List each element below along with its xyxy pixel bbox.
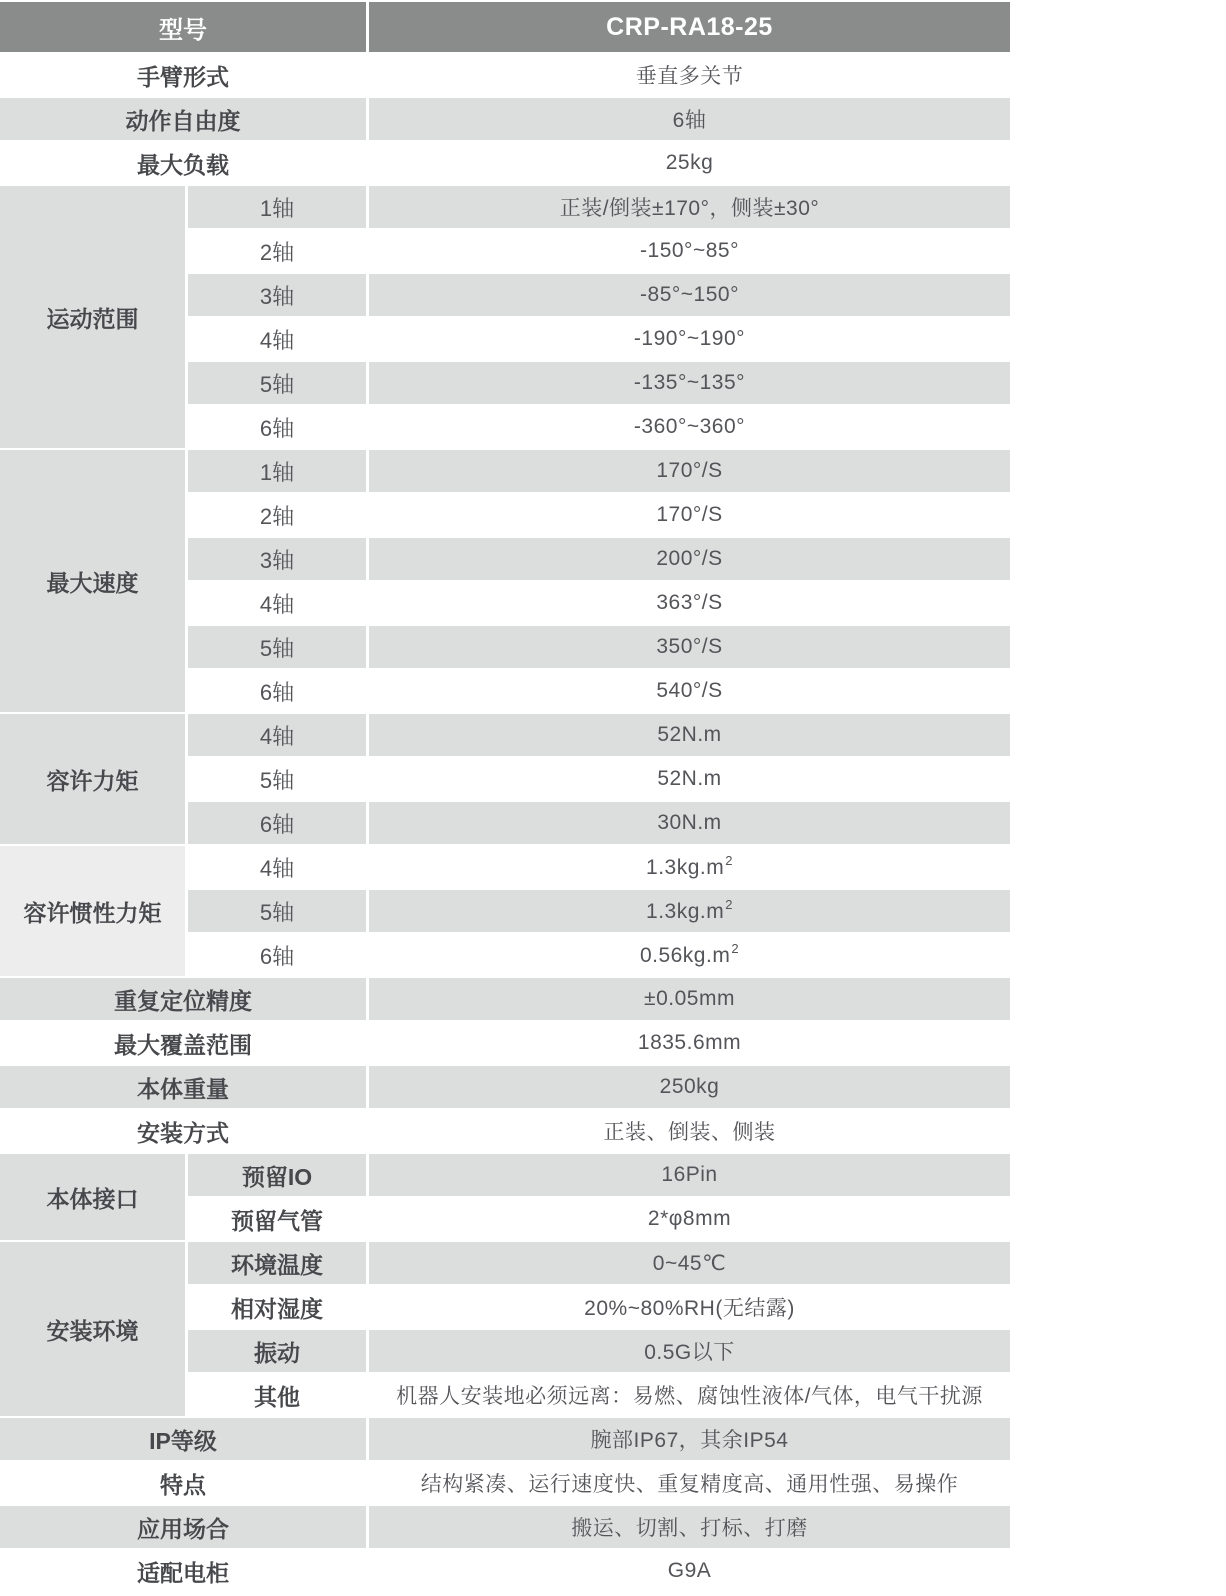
- row-features: [0, 1462, 1013, 1506]
- sub-label: 预留IO: [188, 1154, 369, 1198]
- row-value: -85°~150°: [369, 274, 1013, 318]
- sub-label: 预留气管: [188, 1198, 369, 1242]
- axis-label: 3轴: [188, 274, 369, 318]
- row-value: 350°/S: [369, 626, 1013, 670]
- row-applications: [0, 1506, 1013, 1550]
- row-value: 540°/S: [369, 670, 1013, 714]
- row-value: ±0.05mm: [369, 978, 1013, 1022]
- axis-label: 6轴: [188, 670, 369, 714]
- row-speed-axis-1: [0, 450, 1013, 494]
- row-dof: [0, 98, 1013, 142]
- axis-label: 4轴: [188, 846, 369, 890]
- row-label: 最大覆盖范围: [0, 1022, 369, 1066]
- sub-label: 振动: [188, 1330, 369, 1374]
- axis-label: 1轴: [188, 186, 369, 230]
- row-repeatability: [0, 978, 1013, 1022]
- row-value: -360°~360°: [369, 406, 1013, 450]
- axis-label: 4轴: [188, 582, 369, 626]
- section-label-allowable-torque: 容许力矩: [0, 714, 188, 846]
- row-reserved-io: [0, 1154, 1013, 1198]
- row-ambient-temperature: [0, 1242, 1013, 1286]
- axis-label: 4轴: [188, 318, 369, 362]
- row-label: 特点: [0, 1462, 369, 1506]
- axis-label: 6轴: [188, 406, 369, 450]
- axis-label: 4轴: [188, 714, 369, 758]
- row-max-load: [0, 142, 1013, 186]
- axis-label: 6轴: [188, 802, 369, 846]
- axis-label: 5轴: [188, 362, 369, 406]
- sub-label: 环境温度: [188, 1242, 369, 1286]
- model-header-row: [0, 2, 1013, 54]
- row-value: 52N.m: [369, 714, 1013, 758]
- section-label-motion-range: 运动范围: [0, 186, 188, 450]
- spec-table: [0, 2, 1013, 1594]
- row-value: 363°/S: [369, 582, 1013, 626]
- axis-label: 1轴: [188, 450, 369, 494]
- value-text: 1.3kg.m: [646, 856, 725, 879]
- row-value: 250kg: [369, 1066, 1013, 1110]
- row-value: 腕部IP67，其余IP54: [369, 1418, 1013, 1462]
- row-value: [369, 890, 1013, 934]
- row-max-reach: [0, 1022, 1013, 1066]
- row-label: 重复定位精度: [0, 978, 369, 1022]
- row-value: 16Pin: [369, 1154, 1013, 1198]
- row-ip-rating: [0, 1418, 1013, 1462]
- model-label-cell: 型号: [0, 2, 369, 54]
- row-value: 1835.6mm: [369, 1022, 1013, 1066]
- row-value: 垂直多关节: [369, 54, 1013, 98]
- row-value: 170°/S: [369, 450, 1013, 494]
- row-value: 30N.m: [369, 802, 1013, 846]
- superscript: 2: [725, 853, 733, 868]
- row-label: IP等级: [0, 1418, 369, 1462]
- axis-label: 2轴: [188, 494, 369, 538]
- row-value: 200°/S: [369, 538, 1013, 582]
- row-label: 适配电柜: [0, 1550, 369, 1594]
- row-body-weight: [0, 1066, 1013, 1110]
- row-label: 本体重量: [0, 1066, 369, 1110]
- axis-label: 3轴: [188, 538, 369, 582]
- row-value: 2*φ8mm: [369, 1198, 1013, 1242]
- axis-label: 5轴: [188, 626, 369, 670]
- sub-label: 相对湿度: [188, 1286, 369, 1330]
- row-value: 20%~80%RH(无结露): [369, 1286, 1013, 1330]
- row-value: 搬运、切割、打标、打磨: [369, 1506, 1013, 1550]
- spec-sheet: [0, 2, 1013, 1594]
- row-value: 170°/S: [369, 494, 1013, 538]
- row-label: 最大负载: [0, 142, 369, 186]
- value-text: 0.56kg.m: [639, 944, 731, 967]
- row-value: [369, 846, 1013, 890]
- row-arm-form: [0, 54, 1013, 98]
- section-label-body-interface: 本体接口: [0, 1154, 188, 1242]
- row-mounting: [0, 1110, 1013, 1154]
- row-value: -150°~85°: [369, 230, 1013, 274]
- row-label: 动作自由度: [0, 98, 369, 142]
- row-value: -190°~190°: [369, 318, 1013, 362]
- axis-label: 2轴: [188, 230, 369, 274]
- section-label-max-speed: 最大速度: [0, 450, 188, 714]
- row-value: 正装/倒装±170°，侧装±30°: [369, 186, 1013, 230]
- superscript: 2: [731, 941, 740, 956]
- axis-label: 6轴: [188, 934, 369, 978]
- section-label-allowable-inertia: 容许惯性力矩: [0, 846, 188, 978]
- row-cabinet: [0, 1550, 1013, 1594]
- row-label: 手臂形式: [0, 54, 369, 98]
- value-text: 1.3kg.m: [646, 900, 725, 923]
- row-torque-axis-4: [0, 714, 1013, 758]
- row-value: 正装、倒装、侧装: [369, 1110, 1013, 1154]
- row-value: 机器人安装地必须远离：易燃、腐蚀性液体/气体，电气干扰源: [369, 1374, 1013, 1418]
- row-value: G9A: [369, 1550, 1013, 1594]
- row-value: [369, 934, 1013, 978]
- section-label-install-env: 安装环境: [0, 1242, 188, 1418]
- row-label: 应用场合: [0, 1506, 369, 1550]
- row-motion-axis-1: [0, 186, 1013, 230]
- row-label: 安装方式: [0, 1110, 369, 1154]
- superscript: 2: [725, 897, 733, 912]
- row-value: 结构紧凑、运行速度快、重复精度高、通用性强、易操作: [369, 1462, 1013, 1506]
- row-value: -135°~135°: [369, 362, 1013, 406]
- row-value: 52N.m: [369, 758, 1013, 802]
- row-value: 0.5G以下: [369, 1330, 1013, 1374]
- row-inertia-axis-4: [0, 846, 1013, 890]
- row-value: 6轴: [369, 98, 1013, 142]
- sub-label: 其他: [188, 1374, 369, 1418]
- axis-label: 5轴: [188, 890, 369, 934]
- model-value-cell: CRP-RA18-25: [369, 2, 1013, 54]
- row-value: 25kg: [369, 142, 1013, 186]
- row-value: 0~45℃: [369, 1242, 1013, 1286]
- axis-label: 5轴: [188, 758, 369, 802]
